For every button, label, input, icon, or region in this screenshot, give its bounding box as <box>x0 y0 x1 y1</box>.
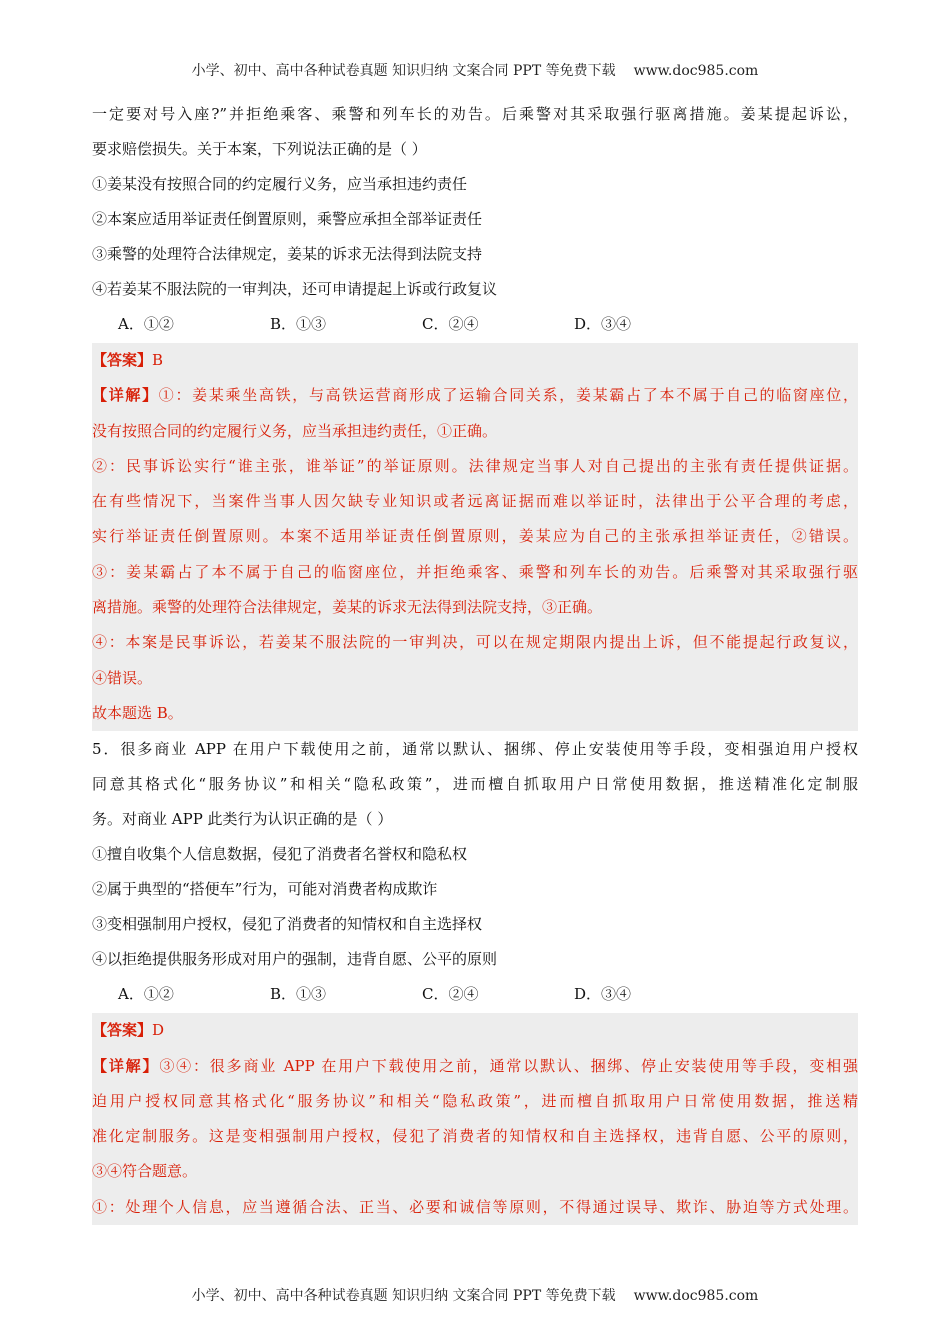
header-url[interactable]: www.doc985.com <box>633 63 759 79</box>
header-text: 小学、初中、高中各种试卷真题 知识归纳 文案合同 PPT 等免费下载 <box>191 63 616 79</box>
option-b: B．①③ <box>270 985 327 1004</box>
page-footer <box>0 1285 950 1305</box>
answer-tag: 【答案】 <box>92 351 153 369</box>
q4-stem-line: 要求赔偿损失。关于本案，下列说法正确的是（ ） <box>92 140 427 158</box>
q4-detail-line: 在有些情况下，当案件当事人因欠缺专业知识或者远离证据而难以举证时，法律出于公平合理的考虑， <box>92 492 858 511</box>
q4-detail-line: ④错误。 <box>92 668 153 687</box>
q5-item: ④以拒绝提供服务形成对用户的强制，违背自愿、公平的原则 <box>92 950 498 969</box>
option-a: A．①② <box>118 985 174 1004</box>
q5-stem-line: 同意其格式化“服务协议”和相关“隐私政策”，进而檀自抓取用户日常使用数据，推送精准化定制服 <box>92 775 858 794</box>
q5-item: ①擅自收集个人信息数据，侵犯了消费者名誉权和隐私权 <box>92 845 468 864</box>
detail-tag: 【详解】 <box>92 386 159 405</box>
q5-detail-line: ①：处理个人信息，应当遵循合法、正当、必要和诚信等原则，不得通过误导、欺诈、胁迫等方式处理。 <box>92 1197 858 1216</box>
option-d: D．③④ <box>574 315 632 333</box>
q4-detail-line: ③：姜某霸占了本不属于自己的临窗座位，并拒绝乘客、乘警和列车长的劝告。后乘警对其采取强行驱 <box>92 562 858 581</box>
q5-detail-line: 迫用户授权同意其格式化“服务协议”和相关“隐私政策”，进而檀自抓取用户日常使用数据，推送精 <box>92 1091 858 1110</box>
option-a: A．①② <box>118 315 174 333</box>
option-c: C．②④ <box>422 315 479 333</box>
answer-tag: 【答案】 <box>92 1021 153 1040</box>
q4-detail-line: 实行举证责任倒置原则。本案不适用举证责任倒置原则，姜某应为自己的主张承担举证责任，②错误。 <box>92 527 858 546</box>
footer-url[interactable]: www.doc985.com <box>633 1288 759 1304</box>
page-header <box>0 60 950 80</box>
q4-item: ④若姜某不服法院的一审判决，还可申请提起上诉或行政复议 <box>92 280 498 298</box>
answer-value: B <box>152 351 164 369</box>
q4-item: ③乘警的处理符合法律规定，姜某的诉求无法得到法院支持 <box>92 245 483 263</box>
q5-detail-line: ③④符合题意。 <box>92 1162 198 1181</box>
q4-detail-line: ②：民事诉讼实行“谁主张，谁举证”的举证原则。法律规定当事人对自己提出的主张有责任提供证据。 <box>92 456 858 475</box>
document-body <box>92 97 858 1226</box>
q5-stem-line: 务。对商业 APP 此类行为认识正确的是（ ） <box>92 810 393 829</box>
option-d: D．③④ <box>574 985 632 1004</box>
q4-detail-line: 没有按照合同的约定履行义务，应当承担违约责任，①正确。 <box>92 421 498 440</box>
q5-item: ③变相强制用户授权，侵犯了消费者的知情权和自主选择权 <box>92 915 483 934</box>
q4-answer-box <box>92 343 858 731</box>
footer-text: 小学、初中、高中各种试卷真题 知识归纳 文案合同 PPT 等免费下载 <box>191 1288 616 1304</box>
option-b: B．①③ <box>270 315 327 333</box>
q4-answer <box>92 343 858 378</box>
q5-detail-line: 准化定制服务。这是变相强制用户授权，侵犯了消费者的知情权和自主选择权，违背自愿、公平的原则， <box>92 1127 858 1146</box>
q4-detail-line: ④：本案是民事诉讼，若姜某不服法院的一审判决，可以在规定期限内提出上诉，但不能提起行政复议， <box>92 633 858 652</box>
q4-options <box>92 307 858 342</box>
q5-stem-line: 5．很多商业 APP 在用户下载使用之前，通常以默认、捆绑、停止安装使用等手段，变相强迫用户授权 <box>92 740 858 759</box>
q4-stem-line: 一定要对号入座?”并拒绝乘客、乘警和列车长的劝告。后乘警对其采取强行驱离措施。姜某提起诉讼， <box>92 105 858 123</box>
q5-options <box>92 977 858 1012</box>
q5-answer-box <box>92 1013 858 1225</box>
option-c: C．②④ <box>422 985 479 1004</box>
q5-item: ②属于典型的“搭便车”行为，可能对消费者构成欺诈 <box>92 880 438 899</box>
q4-detail-line: 【详解】①：姜某乘坐高铁，与高铁运营商形成了运输合同关系，姜某霸占了本不属于自己的临窗座位， <box>92 386 858 405</box>
q4-detail-line: 故本题选 B。 <box>92 703 183 722</box>
answer-value: D <box>152 1021 165 1040</box>
q4-item: ②本案应适用举证责任倒置原则，乘警应承担全部举证责任 <box>92 210 483 228</box>
q5-answer <box>92 1013 858 1048</box>
q4-item: ①姜某没有按照合同的约定履行义务，应当承担违约责任 <box>92 175 468 193</box>
q4-detail-line: 离措施。乘警的处理符合法律规定，姜某的诉求无法得到法院支持，③正确。 <box>92 598 603 617</box>
q5-detail-line: 【详解】③④：很多商业 APP 在用户下载使用之前，通常以默认、捆绑、停止安装使用等手段，变相强 <box>92 1056 858 1075</box>
detail-tag: 【详解】 <box>92 1056 160 1075</box>
